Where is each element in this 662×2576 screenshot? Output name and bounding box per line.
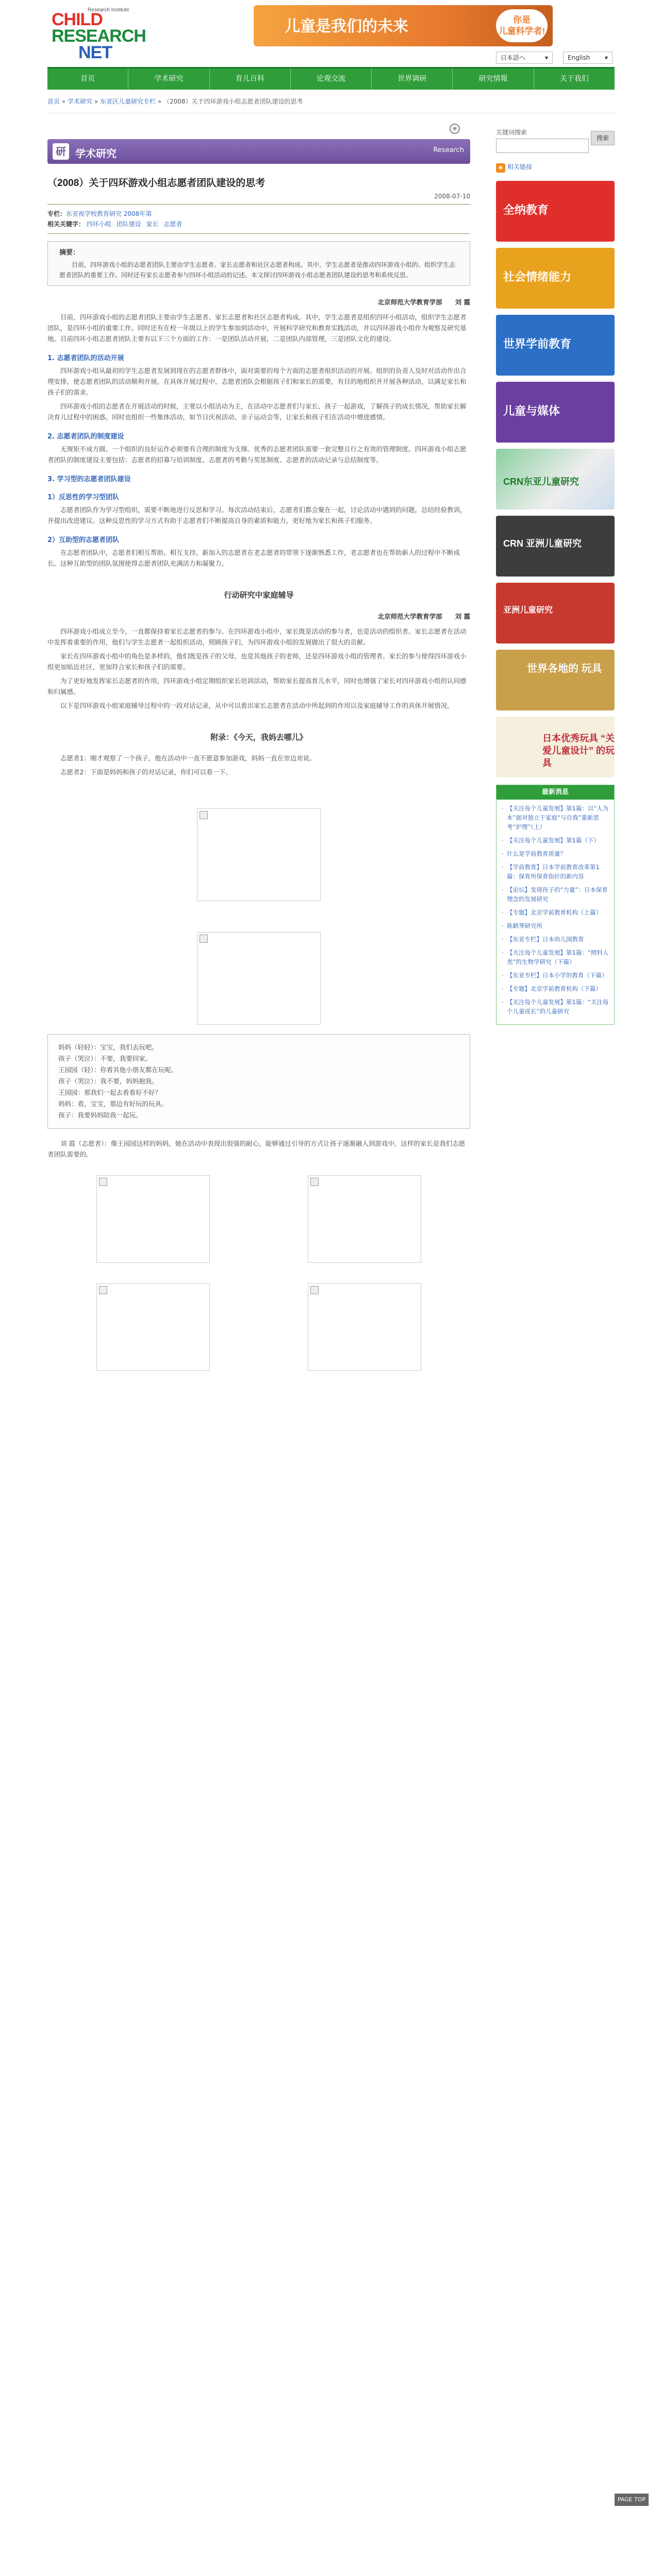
rss-icon[interactable]: ◉ [496,163,505,173]
breadcrumb-series[interactable]: 东亚区儿童研究专栏 [100,98,156,105]
paragraph: 目前，四环游戏小组的志愿者团队主要由学生志愿者、家长志愿者和社区志愿者构成。其中，学生志愿者是组织四环小组活动，组织学生志愿者团队，是四环小组的重要工作。同时还有在校一年级以上的学生参加到活动中，开展科学研究和教育实践活动，并以四环游戏小组作为观察及研究基地。目前四环小组志愿者团队主要有以下三个方面的工作：一是团队活动开展，二是团队内部管理，三是团队文化的建设。 [47,313,467,343]
news-item[interactable]: · 【关注每个儿童发展】第1篇：“关注每个儿童成长”的儿童研究 [502,997,609,1016]
tile-label: 社会情绪能力 [503,270,572,283]
paragraph: 志愿者1：刚才观察了一个孩子，他在活动中一直不愿意参加游戏，妈妈一直在旁边劝说。 [60,754,316,762]
article-image [308,1283,421,1371]
language-select-english[interactable] [563,52,613,64]
main-nav [47,67,615,90]
dialog-line: 孩子（哭泣）：不要，我要回家。 [58,1055,152,1062]
chevron-down-icon: ▾ [544,54,548,61]
tile-label: 日本优秀玩具 “关爱儿童设计” 的玩具 [542,733,615,768]
related-links [496,162,615,175]
nav-item-world[interactable]: 世界调研 [372,69,453,90]
related-links-label: 相关链接 [507,163,533,171]
article-date: 2008-07-10 [434,193,470,200]
article-title: （2008）关于四环游戏小组志愿者团队建设的思考 [47,178,266,189]
paragraph: 志愿者团队作为学习型组织，需要不断地进行反思和学习。每次活动结束后，志愿者们都会聚在一起，讨论活动中遇到的问题，总结经验教训，并提出改进建议。这种反思性的学习方式有助于志愿者们不断提高自身的素质和能力，更好地为家长和孩子们服务。 [47,506,467,524]
dialog-line: 妈妈（轻轻）：宝宝，我们去玩吧。 [58,1043,158,1051]
paragraph: 志愿者2：下面是妈妈和孩子的对话记录，你们可以看一下。 [60,768,232,776]
logo-subtitle: Research Institute [88,7,129,13]
language-select-japanese[interactable] [496,52,553,64]
paragraph: 家长在四环游戏小组中的角色是多样的，他们既是孩子的父母，也是其他孩子的老师，还是四环游戏小组的管理者。家长的参与使得四环游戏小组更加贴近社区，更加符合家长和孩子们的需要。 [47,652,467,671]
article-image [197,932,321,1025]
banner-badge-line2: 儿童科学者! [498,26,545,36]
image-row [47,1175,470,1263]
search-button[interactable]: 搜索 [591,131,615,145]
section-header [47,139,470,164]
tile-label: 世界学前教育 [503,337,572,350]
breadcrumb-separator: » [156,98,163,105]
subheading: 3. 学习型的志愿者团队建设 [47,476,131,483]
dialog-line: 孩子：我要妈妈陪我一起玩。 [58,1111,142,1119]
rss-icon[interactable]: ◉ [450,124,460,134]
subheading: 1）反思性的学习型团队 [47,494,120,501]
tile-crn-asia[interactable] [496,516,615,577]
logo-line-child: CHILD [52,10,103,29]
news-item[interactable]: · 【关注每个儿童发展】第1篇（下） [502,836,609,845]
paragraph: 为了更好地发挥家长志愿者的作用，四环游戏小组定期组织家长培训活动，帮助家长提高育儿水平，同时也增强了家长对四环游戏小组的认同感和归属感。 [47,677,467,696]
tile-japan-toys[interactable] [496,717,615,777]
article-image [308,1175,421,1263]
news-item[interactable]: · 【东亚专栏】日本小学的教育（下篇） [502,971,609,980]
dialog-line: 王园园（轻）：你看其他小朋友都在玩呢。 [58,1066,178,1074]
section-title: 行动研究中家庭辅导 [224,590,294,600]
research-icon: 研 [53,143,69,160]
nav-item-about[interactable]: 关于我们 [559,75,589,83]
tile-social-emotional[interactable] [496,248,615,309]
tile-east-asia-research[interactable] [496,449,615,510]
paragraph: 四环游戏小组成立至今，一直都保持着家长志愿者的参与。在四环游戏小组中，家长既是活动的参与者，也是活动的组织者。家长志愿者在活动中发挥着重要的作用，他们与学生志愿者一起组织活动，照顾孩子们，为四环游戏小组的发展做出了很大的贡献。 [47,628,467,646]
article-image [96,1283,210,1371]
paragraph: 刘 霞（志愿者）：像王园园这样的妈妈，她在活动中表现出很强的耐心，能够通过引导的方式让孩子逐渐融入到游戏中。这样的家长是我们志愿者团队需要的。 [47,1140,466,1158]
news-item[interactable]: · 【关注每个儿童发展】第1篇：以“人为本”面对独立于家庭“与自我”重新思考“护理”（上） [502,804,609,832]
subheading: 2. 志愿者团队的制度建设 [47,433,124,440]
broken-image-icon [310,1286,319,1294]
meta-keywords-label: 相关关键字： [47,221,85,228]
sidebar [496,118,615,1025]
chevron-down-icon: ▾ [604,54,608,61]
broken-image-icon [200,811,208,819]
banner-badge-line1: 你是 [513,15,531,25]
dialog-line: 妈妈：看，宝宝，那边有好玩的玩具。 [58,1100,168,1108]
paragraph: 四环游戏小组的志愿者在开展活动的时候，主要以小组活动为主，在活动中志愿者们与家长、孩子一起游戏，了解孩子的成长情况，帮助家长解决育儿过程中的困惑。同时也组织一些集体活动，如节日庆祝活动、亲子运动会等，让家长和孩子们在活动中增进感情。 [47,402,467,421]
subheading: 1. 志愿者团队的活动开展 [47,354,124,362]
keyword-link[interactable]: 四环小组 [86,221,111,228]
tile-label: CRN东亚儿童研究 [503,477,579,487]
tile-world-preschool[interactable] [496,315,615,376]
summary-heading: 摘要： [59,249,80,257]
nav-item-home[interactable]: 首页 [47,69,128,90]
keyword-link[interactable]: 团队建设 [116,221,141,228]
logo-line-research: RESEARCH [52,26,146,46]
news-item[interactable]: · 【关注每个儿童发展】第1篇：“照料人类”的生物学研究（下篇） [502,948,609,967]
page-top-button[interactable]: PAGE TOP [615,2494,649,2506]
author-line: 北京师范大学教育学部 刘 霞 [377,613,470,620]
broken-image-icon [310,1178,319,1186]
language-en-label: English [568,54,590,61]
breadcrumb-research[interactable]: 学术研究 [68,98,93,105]
tile-label: 全纳教育 [503,204,549,216]
paragraph: 四环游戏小组从最初的学生志愿者发展到现在的志愿者群体中，面对需要的每个方面的志愿者组织活动的开展。组织的负责人及时对活动作出合理安排，使志愿者团队的活动顺利开展。在具体开展过程中，志愿者团队会根据孩子们和家长的需要，有目的地组织并开展各种活动，以满足家长和孩子们的需求。 [47,367,467,396]
dialog-record [47,1034,470,1129]
dialog-line: 孩子（哭泣）：我不要，妈妈抱我。 [58,1077,158,1085]
article-image [197,808,321,901]
divider [47,233,470,234]
paragraph: 无规矩不成方圆。一个组织的良好运作必须要有合理的制度为支撑。优秀的志愿者团队需要一套完整且行之有效的管理制度。四环游戏小组志愿者团队的制度建设主要包括：志愿者的招募与培训制度、志愿者的考勤与奖惩制度、志愿者的活动记录与总结制度等。 [47,445,467,464]
news-item[interactable]: · 【论坛】发现孩子的“力量”：日本保育理念的发展研究 [502,885,609,904]
section-title: 学术研究 [75,148,117,160]
site-header [47,0,615,67]
breadcrumb [47,90,615,113]
latest-news [496,785,615,1025]
news-item[interactable]: · 【专题】北京学前教育机构（上篇） [502,908,609,917]
divider [47,204,470,205]
tile-asia-research[interactable] [496,583,615,643]
broken-image-icon [99,1178,107,1186]
breadcrumb-separator: » [92,98,100,105]
banner-slogan: 儿童是我们的未来 [285,18,408,35]
main-content [47,118,470,1371]
article-summary [47,241,470,286]
tile-children-media[interactable] [496,382,615,443]
broken-image-icon [200,935,208,943]
news-item[interactable]: · 【东亚专栏】日本幼儿园教育 [502,935,609,944]
keyword-link[interactable]: 家长 [146,221,159,228]
summary-text: 目前，四环游戏小组的志愿者团队主要由学生志愿者、家长志愿者和社区志愿者构成。其中，学生志愿者是推动四环游戏小组的、组织学生志愿者团队的重要工作。同时还有家长志愿者参与四环小组活动的记述。本文探讨四环游戏小组志愿者团队建设的思考和系统反思。 [59,261,456,279]
article-body [47,312,470,1371]
site-logo[interactable] [47,7,145,64]
nav-item-info[interactable]: 研究情報 [453,69,534,90]
tile-label: 世界各地的 玩具 [527,663,602,674]
author-line: 北京师范大学教育学部 刘 霞 [377,298,470,306]
search-label: 关键词搜索 [496,129,527,136]
broken-image-icon [99,1286,107,1294]
search-input[interactable] [496,139,589,153]
banner-badge [496,9,548,42]
tile-label: 儿童与媒体 [503,404,560,417]
news-item[interactable]: · 【专题】北京学前教育机构（下篇） [502,984,609,993]
tile-inclusive-education[interactable] [496,181,615,242]
figure-title: 附录：《今天，我妈去哪儿》 [210,733,307,742]
breadcrumb-separator: » [60,98,68,105]
nav-item-forum[interactable]: 论观交流 [291,69,372,90]
tile-world-toys[interactable] [496,650,615,710]
news-item[interactable]: · 【学前教育】日本学前教育改革第1篇：保育所保育指针的新内容 [502,862,609,881]
breadcrumb-current: （2008）关于四环游戏小组志愿者团队建设的思考 [163,98,303,105]
language-jp-label: 日本語へ [501,54,526,61]
news-item[interactable]: · 陈鹤琴研究所 [502,921,609,930]
section-subtitle: Research [433,146,464,154]
nav-item-parenting[interactable]: 育儿百科 [210,69,291,90]
latest-news-title: 最新消息 [496,785,614,800]
header-banner [254,5,553,46]
article-meta [47,209,470,229]
nav-item-research[interactable]: 学术研究 [128,69,209,90]
subheading: 2）互助型的志愿者团队 [47,536,120,544]
meta-column-link[interactable]: 东亚视学校教育研究 2008年第 [66,210,152,217]
keyword-link[interactable]: 志愿者 [163,221,183,228]
breadcrumb-home[interactable]: 首页 [47,98,60,105]
tile-label: CRN 亚洲儿童研究 [503,538,582,549]
logo-line-net: NET [78,43,112,62]
image-row [47,1283,470,1371]
article-image [96,1175,210,1263]
tile-label: 亚洲儿童研究 [503,606,553,615]
news-item[interactable]: · 什么是学前教育质量？ [502,849,609,858]
paragraph: 在志愿者团队中，志愿者们相互帮助、相互支持。新加入的志愿者在老志愿者的带领下逐渐熟悉工作，老志愿者也在帮助新人的过程中不断成长。这种互助型的团队氛围使得志愿者团队充满活力和凝聚力。 [47,549,460,567]
paragraph: 以下是四环游戏小组家庭辅导过程中的一段对话记录，从中可以看出家长志愿者在活动中所起到的作用以及家庭辅导工作的具体开展情况。 [60,702,454,709]
dialog-line: 王园园：那我们一起去看看好不好？ [58,1089,162,1096]
meta-column-label: 专栏： [47,210,67,217]
